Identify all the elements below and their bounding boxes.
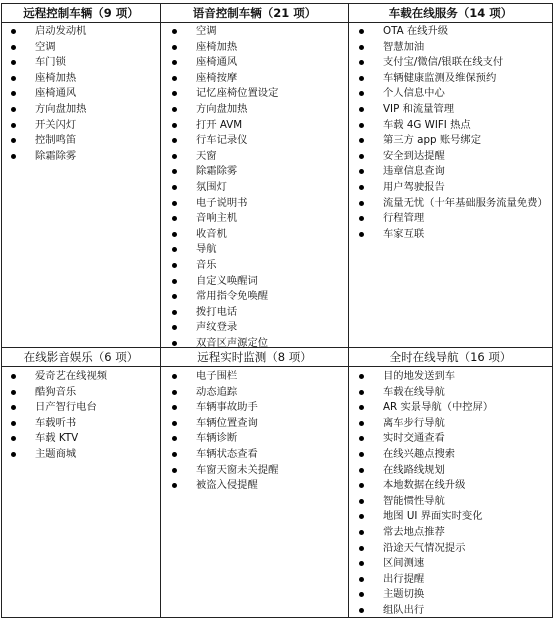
bullet-icon: [11, 390, 16, 395]
bullet-icon: [359, 76, 364, 81]
bullet-icon: [359, 45, 364, 50]
bullet-icon: [172, 60, 177, 65]
bullet-icon: [359, 421, 364, 426]
column-divider-2: [348, 3, 349, 618]
list-item-label: 座椅通风: [196, 56, 238, 69]
list-item-label: 智慧加油: [383, 40, 425, 53]
list-item-label: 音响主机: [196, 212, 238, 225]
bullet-icon: [359, 138, 364, 143]
header-divider-2: [1, 366, 553, 367]
table-border-bottom: [1, 617, 553, 618]
list-item-label: 常去地点推荐: [383, 525, 445, 538]
list-item-label: 车载在线导航: [383, 385, 445, 398]
bullet-icon: [359, 452, 364, 457]
list-item-label: 音乐: [196, 258, 217, 271]
bullet-icon: [172, 483, 177, 488]
bullet-icon: [359, 483, 364, 488]
list-item-label: 主题切换: [383, 588, 425, 601]
list-item-label: AR 实景导航（中控屏）: [383, 401, 494, 414]
list-item-label: 座椅加热: [35, 71, 77, 84]
bullet-icon: [172, 76, 177, 81]
table-border-right: [552, 3, 553, 618]
bullet-icon: [359, 232, 364, 237]
list-item-label: 电子说明书: [196, 196, 248, 209]
section-header-monitoring: 远程实时监测（8 项）: [197, 349, 312, 364]
bullet-icon: [172, 123, 177, 128]
bullet-icon: [359, 201, 364, 206]
header-divider-1: [1, 22, 553, 23]
list-item-label: 天窗: [196, 149, 217, 162]
bullet-icon: [172, 405, 177, 410]
bullet-icon: [359, 216, 364, 221]
section-header-remote-control: 远程控制车辆（9 项）: [23, 5, 139, 20]
list-item-label: 电子围栏: [196, 370, 238, 382]
list-item-label: 空调: [196, 25, 217, 37]
bullet-icon: [11, 107, 16, 112]
list-item-label: 地图 UI 界面实时变化: [383, 510, 483, 523]
bullet-icon: [359, 499, 364, 504]
list-item-label: 空调: [35, 40, 56, 53]
list-item-label: 双音区声源定位: [196, 336, 269, 349]
list-item-label: 实时交通查看: [383, 432, 445, 445]
list-item-label: 导航: [196, 243, 217, 256]
bullet-icon: [359, 530, 364, 535]
list-item-label: 行车记录仪: [196, 134, 248, 147]
bullet-icon: [11, 123, 16, 128]
list-item-label: 出行提醒: [383, 572, 425, 585]
list-item-label: 方向盘加热: [35, 102, 87, 115]
bullet-icon: [359, 514, 364, 519]
bullet-icon: [11, 29, 16, 34]
bullet-icon: [359, 468, 364, 473]
list-item-label: 安全到达提醒: [383, 149, 445, 162]
bullet-icon: [172, 91, 177, 96]
bullet-icon: [172, 29, 177, 34]
list-item-label: 车辆位置查询: [196, 416, 258, 429]
list-item-label: 自定义唤醒词: [196, 274, 258, 287]
bullet-icon: [359, 592, 364, 597]
bullet-icon: [172, 154, 177, 159]
list-item-label: 氛围灯: [196, 180, 227, 193]
bullet-icon: [359, 608, 364, 613]
bullet-icon: [359, 60, 364, 65]
bullet-icon: [359, 405, 364, 410]
bullet-icon: [172, 107, 177, 112]
bullet-icon: [172, 185, 177, 190]
list-item-label: 除霜除雾: [35, 149, 77, 162]
bullet-icon: [172, 279, 177, 284]
list-item-label: 车窗天窗未关提醒: [196, 463, 279, 476]
list-item-label: 车辆健康监测及维保预约: [383, 71, 497, 84]
list-item-label: OTA 在线升级: [383, 25, 449, 37]
bullet-icon: [359, 436, 364, 441]
list-item-label: 违章信息查询: [383, 165, 445, 178]
bullet-icon: [359, 154, 364, 159]
bullet-icon: [172, 468, 177, 473]
bullet-icon: [359, 123, 364, 128]
list-item-label: 车辆状态查看: [196, 447, 258, 460]
bullet-icon: [172, 169, 177, 174]
bullet-icon: [11, 154, 16, 159]
list-item-label: 打开 AVM: [196, 118, 243, 131]
bullet-icon: [11, 436, 16, 441]
list-item-label: 爱奇艺在线视频: [35, 370, 108, 382]
column-divider-1: [160, 3, 161, 618]
bullet-icon: [359, 169, 364, 174]
bullet-icon: [359, 107, 364, 112]
bullet-icon: [11, 374, 16, 379]
list-item-label: 车载 KTV: [35, 432, 79, 445]
bullet-icon: [172, 310, 177, 315]
bullet-icon: [11, 76, 16, 81]
list-item-label: 动态追踪: [196, 385, 238, 398]
list-item-label: 在线兴趣点搜索: [383, 447, 456, 460]
list-item-label: 本地数据在线升级: [383, 479, 466, 492]
bullet-icon: [172, 138, 177, 143]
bullet-icon: [172, 247, 177, 252]
list-item-label: 沿途天气情况提示: [383, 541, 466, 554]
bullet-icon: [11, 421, 16, 426]
bullet-icon: [11, 45, 16, 50]
bullet-icon: [11, 405, 16, 410]
bullet-icon: [172, 421, 177, 426]
list-item-label: 车载 4G WIFI 热点: [383, 118, 471, 131]
bullet-icon: [172, 294, 177, 299]
list-item-label: 主题商城: [35, 447, 77, 460]
bullet-icon: [172, 45, 177, 50]
bullet-icon: [172, 216, 177, 221]
list-item-label: 开关闪灯: [35, 118, 77, 131]
section-header-voice-control: 语音控制车辆（21 项）: [192, 5, 317, 20]
bullet-icon: [359, 561, 364, 566]
bullet-icon: [359, 546, 364, 551]
list-item-label: 在线路线规划: [383, 463, 445, 476]
section-header-entertainment: 在线影音娱乐（6 项）: [23, 349, 139, 364]
list-item-label: 座椅按摩: [196, 71, 238, 84]
bullet-icon: [172, 325, 177, 330]
list-item-label: 目的地发送到车: [383, 370, 456, 382]
bullet-icon: [172, 201, 177, 206]
list-item-label: 日产智行电台: [35, 401, 97, 414]
bullet-icon: [359, 577, 364, 582]
bullet-icon: [11, 452, 16, 457]
list-item-label: 记忆座椅位置设定: [196, 87, 279, 100]
bullet-icon: [11, 91, 16, 96]
list-item-label: 车家互联: [383, 227, 425, 240]
bullet-icon: [359, 390, 364, 395]
list-item-label: 车辆事故助手: [196, 401, 258, 414]
list-item-label: 收音机: [196, 227, 227, 240]
list-item-label: 区间测速: [383, 557, 425, 570]
bullet-icon: [172, 452, 177, 457]
bullet-icon: [172, 263, 177, 268]
list-item-label: 控制鸣笛: [35, 134, 77, 147]
bullet-icon: [11, 138, 16, 143]
bullet-icon: [11, 60, 16, 65]
list-item-label: 方向盘加热: [196, 102, 248, 115]
bullet-icon: [172, 436, 177, 441]
list-item-label: 被盗入侵提醒: [196, 479, 258, 492]
list-item-label: 酷狗音乐: [35, 385, 77, 398]
list-item-label: 智能惯性导航: [383, 494, 445, 507]
list-item-label: 座椅通风: [35, 87, 77, 100]
list-item-label: 行程管理: [383, 212, 425, 225]
list-item-label: 支付宝/微信/银联在线支付: [383, 56, 504, 69]
list-item-label: 座椅加热: [196, 40, 238, 53]
list-item-label: 车辆诊断: [196, 432, 238, 445]
list-item-label: 组队出行: [383, 603, 425, 616]
table-border-left: [1, 3, 2, 618]
list-item-label: 拨打电话: [196, 305, 238, 318]
section-header-navigation: 全时在线导航（16 项）: [389, 349, 512, 364]
bullet-icon: [172, 232, 177, 237]
bullet-icon: [172, 374, 177, 379]
list-item-label: 个人信息中心: [383, 87, 445, 100]
list-item-label: 启动发动机: [35, 25, 87, 37]
bullet-icon: [359, 185, 364, 190]
list-item-label: 常用指令免唤醒: [196, 290, 269, 303]
bullet-icon: [172, 390, 177, 395]
list-item-label: 第三方 app 账号绑定: [383, 134, 482, 147]
list-item-label: 离车步行导航: [383, 416, 445, 429]
list-item-label: VIP 和流量管理: [383, 102, 455, 115]
bullet-icon: [359, 91, 364, 96]
list-item-label: 车门锁: [35, 56, 66, 69]
bullet-icon: [359, 374, 364, 379]
section-header-online-services: 车载在线服务（14 项）: [388, 5, 513, 20]
list-item-label: 声纹登录: [196, 321, 238, 334]
bullet-icon: [359, 29, 364, 34]
list-item-label: 除霜除雾: [196, 165, 238, 178]
bullet-icon: [172, 341, 177, 346]
list-item-label: 车载听书: [35, 416, 77, 429]
list-item-label: 流量无忧（十年基础服务流量免费）: [383, 196, 548, 209]
list-item-label: 用户驾驶报告: [383, 180, 445, 193]
